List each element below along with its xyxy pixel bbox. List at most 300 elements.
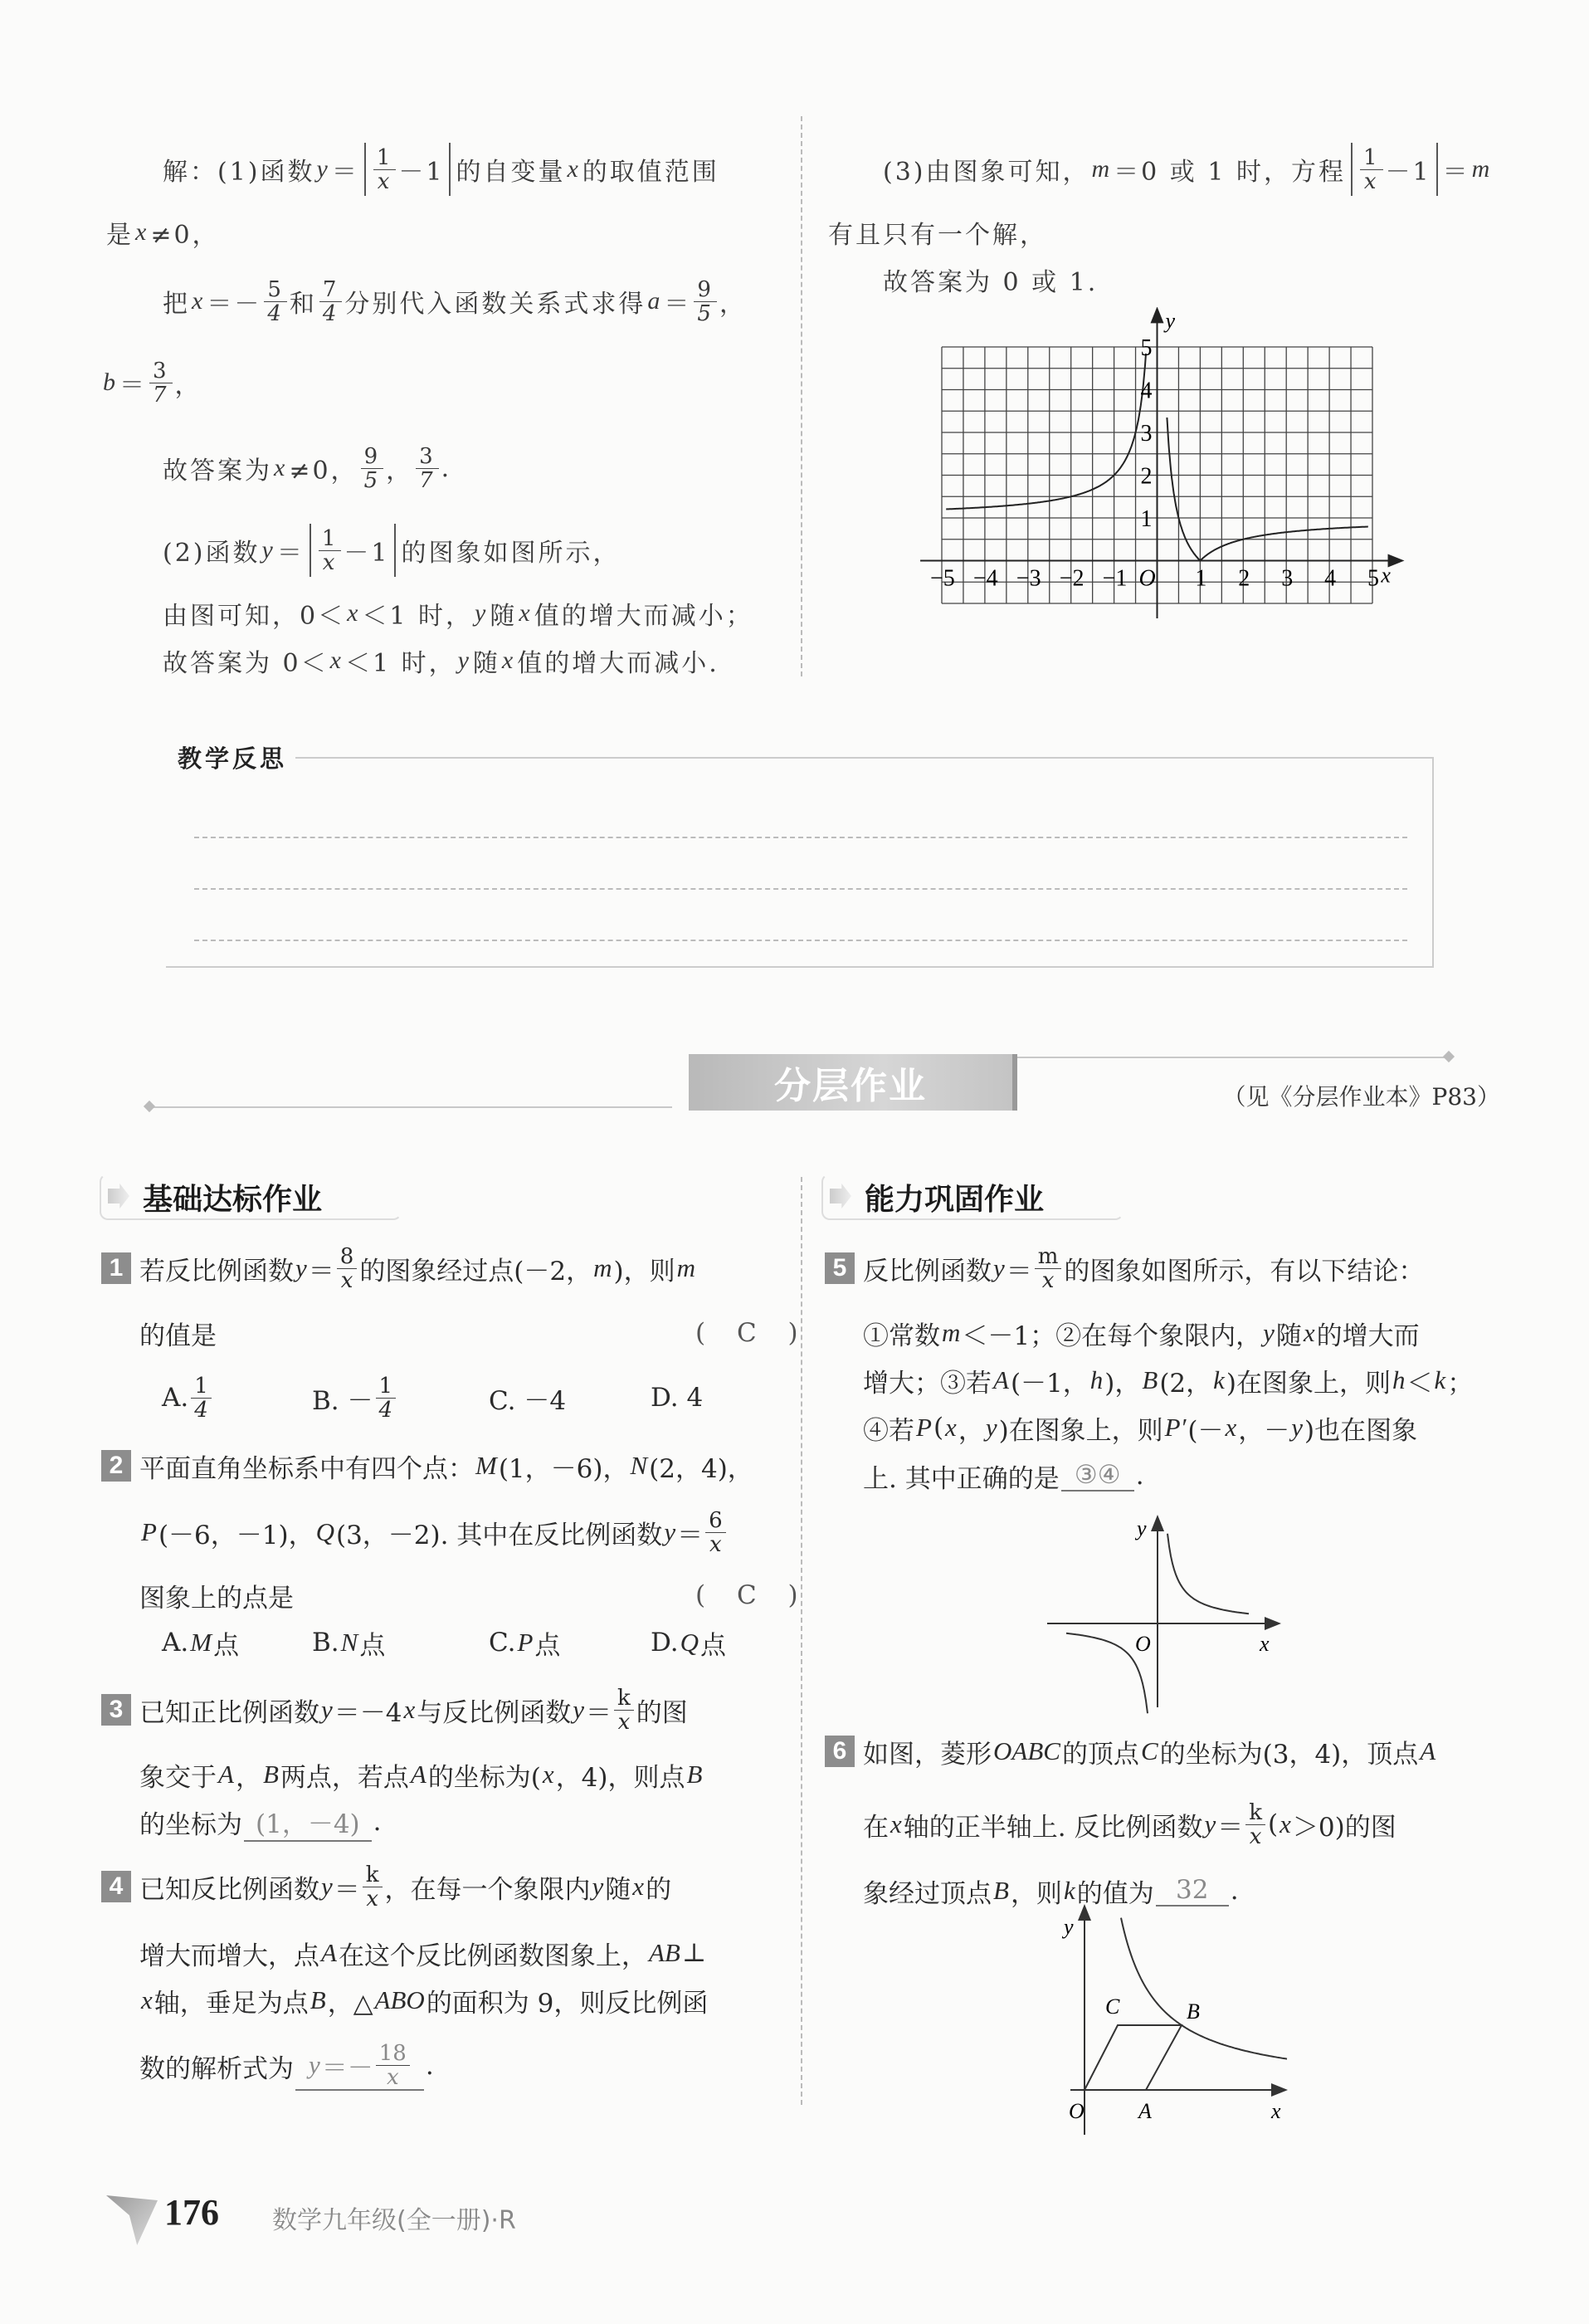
text-run: 数的解析式为: [139, 2053, 294, 2084]
fraction-denominator: x: [366, 1886, 378, 1911]
text-run: ＝: [677, 1520, 704, 1550]
math-variable: a: [647, 287, 663, 315]
text-run: ，: [719, 290, 747, 319]
fraction: [694, 278, 717, 325]
text-run: －1: [344, 539, 390, 568]
text-run: 解：(1)函数: [163, 158, 315, 187]
text-run: (1，－4): [256, 1809, 360, 1839]
math-variable: A: [1420, 1736, 1436, 1765]
text-run: ＝: [1442, 158, 1470, 187]
y-axis-label: y: [1064, 1915, 1074, 1939]
column-divider: [801, 1177, 802, 2105]
math-variable: x: [501, 647, 516, 674]
rhombus-graph: [1037, 1901, 1294, 2141]
question-number-badge: 3: [101, 1694, 131, 1726]
text-run: 故答案为: [163, 456, 272, 486]
arrow-icon: [830, 1184, 851, 1208]
text-run: ＝: [276, 539, 305, 568]
fraction-denominator: x: [386, 2064, 399, 2090]
question-number-badge: 4: [101, 1871, 131, 1902]
text-run: D.: [651, 1628, 679, 1658]
fraction-numerator: 18: [376, 2042, 410, 2066]
math-variable: y: [321, 1695, 333, 1724]
question-line: [139, 1681, 688, 1739]
x-tick-label: −5: [930, 565, 955, 592]
banner-line: [149, 1106, 672, 1108]
text-run: C.: [489, 1628, 516, 1658]
math-variable: OABC: [993, 1736, 1060, 1765]
text-run: ＝: [334, 1874, 360, 1905]
math-variable: h: [1089, 1365, 1104, 1394]
fraction-denominator: x: [340, 1267, 353, 1293]
text-run: 增大而增大，点: [139, 1941, 319, 1971]
text-run: ，△: [327, 1988, 373, 2019]
text-run: )在图象上，则: [998, 1415, 1163, 1446]
absolute-value-bar: [1436, 143, 1438, 196]
y-axis-label: y: [1165, 308, 1176, 333]
absolute-value-bar: [449, 143, 451, 196]
fraction-denominator: x: [1363, 168, 1379, 194]
question-line: [863, 1795, 1396, 1853]
math-variable: P′: [1164, 1413, 1187, 1442]
text-run: ＜－1；②在每个象限内，: [962, 1321, 1262, 1351]
fraction-denominator: 7: [153, 382, 169, 408]
fraction: [373, 146, 397, 193]
text-run: ，则: [1010, 1878, 1062, 1909]
x-tick-label: 3: [1281, 565, 1294, 592]
text-run: (2，4)，: [649, 1453, 753, 1484]
math-variable: y: [309, 2050, 320, 2079]
text-run: 点: [359, 1630, 386, 1661]
text-run: 随: [490, 602, 518, 631]
text-run: ＝: [119, 371, 147, 400]
math-variable: x: [192, 287, 206, 315]
writing-line: [194, 837, 1407, 838]
filled-answer-blank: [244, 1803, 372, 1842]
text-run: (3，－2). 其中在反比例函数: [335, 1520, 663, 1550]
question-line: [863, 1722, 1437, 1780]
text-run: ＜1 时，: [344, 649, 456, 678]
fraction: [1245, 1801, 1265, 1848]
fraction-denominator: x: [1041, 1267, 1055, 1293]
filled-answer-blank: [295, 2042, 424, 2091]
option-d: [651, 1369, 703, 1427]
question-line: [863, 1239, 1424, 1297]
fraction: [376, 2042, 410, 2089]
text-run: 分别代入函数关系式求得: [344, 290, 646, 319]
fraction: [319, 278, 343, 325]
fraction: [361, 445, 384, 492]
text-run: 的: [646, 1874, 672, 1905]
text-run: 的取值范围: [582, 158, 719, 187]
option-a: [162, 1614, 239, 1672]
text-run: C. －4: [489, 1385, 567, 1416]
curve-left-branch: [946, 354, 1146, 510]
text-run: 象交于: [139, 1762, 217, 1793]
question-line: [863, 1447, 1144, 1505]
math-variable: B: [310, 1985, 326, 2014]
math-variable: k: [1434, 1365, 1446, 1394]
fraction-numerator: m: [1035, 1245, 1062, 1269]
fraction: [1035, 1245, 1062, 1292]
point-b-label: B: [1187, 1999, 1200, 2024]
math-variable: k: [1213, 1365, 1225, 1394]
text-run: 若反比例函数: [139, 1256, 294, 1286]
fraction-denominator: x: [1249, 1824, 1262, 1849]
function-graph: [913, 307, 1427, 639]
banner-line: [1015, 1057, 1446, 1058]
hyperbola-graph: [1037, 1515, 1286, 1714]
text-run: 的坐标为(: [427, 1762, 541, 1793]
math-variable: y: [573, 1695, 585, 1724]
fraction-numerator: 1: [319, 527, 342, 551]
writing-line: [194, 888, 1407, 890]
question-number-badge: 1: [101, 1252, 131, 1284]
math-variable: M: [475, 1451, 497, 1480]
math-variable: m: [942, 1318, 961, 1347]
text-run: ＝－4: [334, 1697, 402, 1728]
math-variable: x: [347, 599, 361, 627]
answer-choice: ( C ): [695, 1318, 810, 1348]
page-number: 176: [164, 2192, 219, 2233]
math-variable: x: [1225, 1413, 1237, 1442]
origin-label: O: [1138, 565, 1156, 592]
fraction-denominator: 4: [322, 300, 339, 326]
text-run: (: [1268, 1809, 1279, 1839]
fraction: [149, 359, 173, 407]
math-variable: y: [664, 1517, 676, 1546]
fraction-numerator: 1: [191, 1374, 212, 1399]
text-run: 的图象经过点(－2，: [359, 1256, 592, 1286]
answer-line: [106, 203, 220, 261]
option-b: [312, 1614, 385, 1672]
fraction-numerator: 1: [373, 146, 397, 170]
text-run: 是: [106, 221, 134, 250]
rhombus-oabc: [1085, 2025, 1182, 2090]
absolute-value-bar: [310, 524, 311, 577]
math-variable: k: [1063, 1876, 1075, 1905]
math-variable: y: [475, 599, 489, 627]
text-run: 在这个反比例函数图象上，: [338, 1941, 647, 1971]
fraction-numerator: 1: [1360, 146, 1383, 170]
text-run: ＝－: [321, 2053, 373, 2083]
text-run: ，在每一个象限内: [384, 1874, 591, 1905]
text-run: ，4)，则点: [555, 1762, 685, 1793]
math-variable: y: [321, 1872, 333, 1901]
text-run: 已知反比例函数: [139, 1874, 319, 1905]
question-line: [139, 1239, 697, 1297]
math-variable: y: [592, 1872, 604, 1901]
x-axis-label: x: [1260, 1632, 1270, 1656]
text-run: 点: [213, 1630, 240, 1661]
text-run: ＝: [331, 158, 359, 187]
math-variable: P: [141, 1517, 157, 1546]
question-line: [139, 1304, 217, 1362]
question-number-badge: 2: [101, 1450, 131, 1482]
y-tick-label: 4: [1140, 378, 1153, 404]
x-tick-label: −2: [1059, 565, 1085, 592]
answer-line: [101, 354, 202, 412]
question-line: [139, 1437, 753, 1495]
text-run: ＝－: [207, 290, 262, 319]
text-run: 反比例函数: [863, 1256, 992, 1286]
answer-line: [163, 521, 620, 579]
text-run: ＝: [1006, 1256, 1032, 1286]
text-run: (－6，－1)，: [158, 1520, 314, 1550]
x-tick-label: −3: [1016, 565, 1041, 592]
column-divider: [801, 116, 802, 676]
text-run: ④若: [863, 1415, 914, 1446]
math-variable: M: [190, 1628, 212, 1657]
fraction-numerator: 3: [149, 359, 173, 383]
math-variable: B: [1142, 1365, 1158, 1394]
math-variable: ABO: [374, 1985, 425, 2014]
text-run: .: [441, 453, 452, 483]
math-variable: m: [593, 1253, 612, 1282]
question-number-badge: 5: [825, 1252, 855, 1284]
question-line: [139, 1858, 671, 1916]
math-variable: A: [993, 1365, 1009, 1394]
fraction: [705, 1509, 726, 1556]
fraction: [319, 527, 342, 574]
text-run: ，－: [1238, 1415, 1290, 1446]
x-tick-label: −4: [972, 565, 998, 592]
text-run: 随: [1275, 1321, 1302, 1351]
text-run: ①常数: [863, 1321, 940, 1351]
absolute-value-bar: [364, 143, 366, 196]
text-run: )在图象上，则: [1226, 1368, 1391, 1399]
fraction-numerator: 9: [694, 278, 717, 302]
text-run: 的增大而: [1316, 1321, 1420, 1351]
text-run: )，: [1104, 1368, 1141, 1399]
math-variable: x: [519, 599, 533, 627]
text-run: 的面积为 9，则反比例函: [426, 1988, 709, 2019]
math-variable: y: [1291, 1413, 1304, 1442]
math-variable: P: [517, 1628, 534, 1657]
fraction: [614, 1687, 634, 1734]
math-variable: y: [261, 536, 275, 564]
hyperbola-branch-upper: [1167, 1534, 1249, 1614]
text-run: ＝: [664, 290, 692, 319]
answer-line: [163, 632, 719, 690]
fraction: [376, 1374, 397, 1422]
fraction: [337, 1245, 358, 1292]
fraction-denominator: x: [377, 168, 392, 194]
text-run: ⊥: [681, 1938, 706, 1968]
text-run: 象经过顶点: [863, 1878, 992, 1909]
math-variable: Q: [315, 1517, 334, 1546]
text-run: ，: [958, 1415, 984, 1446]
math-variable: x: [135, 218, 149, 246]
option-c: [489, 1369, 566, 1427]
question-line: [139, 2037, 434, 2095]
text-run: 故答案为 0 或 1.: [883, 268, 1099, 297]
text-run: 值的增大而减小.: [517, 649, 719, 678]
point-a-label: A: [1138, 2099, 1152, 2123]
fraction-denominator: 4: [378, 1397, 393, 1423]
text-run: 的值为: [1076, 1878, 1154, 1909]
text-run: 和: [289, 290, 317, 319]
math-variable: x: [567, 155, 581, 183]
section-ability: [821, 1174, 1124, 1220]
math-variable: y: [993, 1253, 1005, 1282]
math-variable: y: [295, 1253, 307, 1282]
answer-line: [883, 140, 1494, 198]
math-variable: x: [945, 1413, 957, 1442]
math-variable: x: [141, 1985, 153, 2014]
fraction-denominator: 4: [194, 1397, 208, 1423]
text-run: (2，: [1159, 1368, 1212, 1399]
page-corner-logo-icon: [106, 2195, 158, 2245]
text-run: ＞0)的图: [1292, 1812, 1396, 1843]
math-variable: x: [890, 1809, 902, 1838]
fraction-denominator: 5: [363, 467, 381, 493]
math-variable: B: [993, 1876, 1009, 1905]
fraction-numerator: k: [614, 1687, 634, 1711]
point-c-label: C: [1105, 1994, 1120, 2019]
text-run: 的坐标为: [139, 1809, 242, 1840]
answer-line: [163, 272, 747, 330]
math-variable: x: [1279, 1809, 1291, 1838]
text-run: ≠0，: [289, 456, 358, 486]
text-run: 把: [163, 290, 190, 319]
x-axis-label: x: [1381, 563, 1391, 588]
book-title: 数学九年级(全一册)·R: [272, 2206, 516, 2235]
text-run: 的图: [636, 1697, 688, 1728]
text-run: 随: [472, 649, 500, 678]
text-run: 故答案为 0＜: [163, 649, 329, 678]
math-variable: A: [321, 1938, 337, 1967]
answer-line: [163, 140, 719, 198]
math-variable: y: [316, 155, 330, 183]
text-run: 的图象如图所示，有以下结论：: [1064, 1256, 1425, 1286]
math-variable: N: [340, 1628, 358, 1657]
math-variable: m: [1471, 155, 1493, 183]
text-run: B. －: [312, 1385, 373, 1416]
text-run: 值的增大而减小；: [534, 602, 753, 631]
text-run: 已知正比例函数: [139, 1697, 319, 1728]
filled-answer-blank: [1061, 1460, 1134, 1492]
text-run: .: [1135, 1461, 1144, 1491]
math-variable: A: [218, 1760, 234, 1789]
math-variable: x: [1303, 1318, 1315, 1347]
text-run: 在: [863, 1812, 889, 1843]
fraction-numerator: 9: [361, 445, 384, 469]
absolute-value-bar: [394, 524, 396, 577]
text-run: )，则: [613, 1256, 675, 1286]
layered-homework-banner: 分层作业: [689, 1054, 1017, 1111]
text-run: 点: [534, 1630, 561, 1661]
fraction: [191, 1374, 212, 1422]
math-variable: A: [410, 1760, 426, 1789]
question-line: [139, 1793, 382, 1851]
math-variable: x: [632, 1872, 645, 1901]
y-axis-label: y: [1137, 1516, 1147, 1540]
text-run: B.: [312, 1628, 339, 1658]
math-variable: m: [676, 1253, 696, 1282]
section-ability-title: 能力巩固作业: [865, 1182, 1045, 1217]
fraction: [416, 445, 439, 492]
text-run: ＜: [1406, 1368, 1433, 1399]
math-variable: y: [1204, 1809, 1216, 1838]
text-run: 轴的正半轴上. 反比例函数: [903, 1812, 1203, 1843]
text-run: ③④: [1074, 1460, 1121, 1490]
option-c: [489, 1614, 560, 1672]
fraction: [264, 278, 287, 325]
text-run: ＝: [308, 1256, 334, 1286]
text-run: ，: [235, 1762, 261, 1793]
fraction-numerator: 7: [319, 278, 343, 302]
writing-line: [194, 940, 1407, 941]
x-axis-label: x: [1271, 2099, 1281, 2123]
fraction-numerator: k: [1245, 1801, 1265, 1825]
math-variable: y: [1263, 1318, 1275, 1347]
text-run: ＝: [1217, 1812, 1244, 1843]
y-tick-label: 2: [1140, 463, 1153, 490]
fraction-numerator: 6: [705, 1509, 726, 1533]
text-run: 图象上的点是: [139, 1583, 294, 1614]
text-run: (－: [1187, 1415, 1224, 1446]
text-run: 与反比例函数: [417, 1697, 572, 1728]
y-tick-label: 3: [1140, 421, 1153, 447]
teaching-reflection-box: [166, 745, 1434, 968]
text-run: A.: [162, 1383, 189, 1413]
text-run: 如图，菱形: [863, 1739, 992, 1770]
text-run: 点: [700, 1630, 726, 1661]
math-variable: B: [686, 1760, 703, 1789]
text-run: ＝0 或 1 时，方程: [1114, 158, 1346, 187]
text-run: ≠0，: [150, 221, 220, 250]
math-variable: AB: [648, 1938, 680, 1967]
text-run: (: [933, 1413, 944, 1443]
math-variable: Q: [680, 1628, 699, 1657]
text-run: 的顶点: [1061, 1739, 1139, 1770]
math-variable: x: [274, 454, 288, 481]
fraction: [1360, 146, 1383, 193]
text-run: ，: [174, 371, 202, 400]
text-run: D. 4: [651, 1383, 704, 1413]
fraction-numerator: k: [363, 1863, 383, 1887]
text-run: 的坐标为(3，4)，顶点: [1159, 1739, 1419, 1770]
text-run: －1: [398, 158, 445, 187]
text-run: A.: [162, 1628, 189, 1658]
y-tick-label: 1: [1140, 506, 1153, 532]
math-variable: x: [329, 647, 344, 674]
fraction-denominator: 5: [697, 300, 714, 326]
text-run: 有且只有一个解，: [828, 221, 1047, 250]
text-run: ；: [1447, 1368, 1474, 1399]
text-run: ，: [386, 456, 414, 486]
fraction-denominator: 4: [267, 300, 284, 326]
option-a: [162, 1369, 214, 1427]
x-tick-label: 5: [1367, 565, 1379, 592]
question-line: [139, 1503, 729, 1561]
text-run: .: [1230, 1876, 1239, 1906]
text-run: 上. 其中正确的是: [863, 1463, 1060, 1494]
text-run: (2)函数: [163, 539, 261, 568]
fraction: [363, 1863, 383, 1911]
text-run: ＜1 时，: [362, 602, 474, 631]
hyperbola-curve: [1121, 1918, 1287, 2059]
fraction-numerator: 3: [416, 445, 439, 469]
fraction-denominator: x: [322, 549, 338, 575]
answer-line: [163, 439, 451, 497]
reflection-title: 教学反思: [178, 740, 295, 774]
answer-choice: ( C ): [695, 1580, 810, 1610]
text-run: 的值是: [139, 1321, 217, 1351]
text-run: .: [425, 2051, 434, 2081]
fraction-denominator: x: [709, 1531, 722, 1557]
